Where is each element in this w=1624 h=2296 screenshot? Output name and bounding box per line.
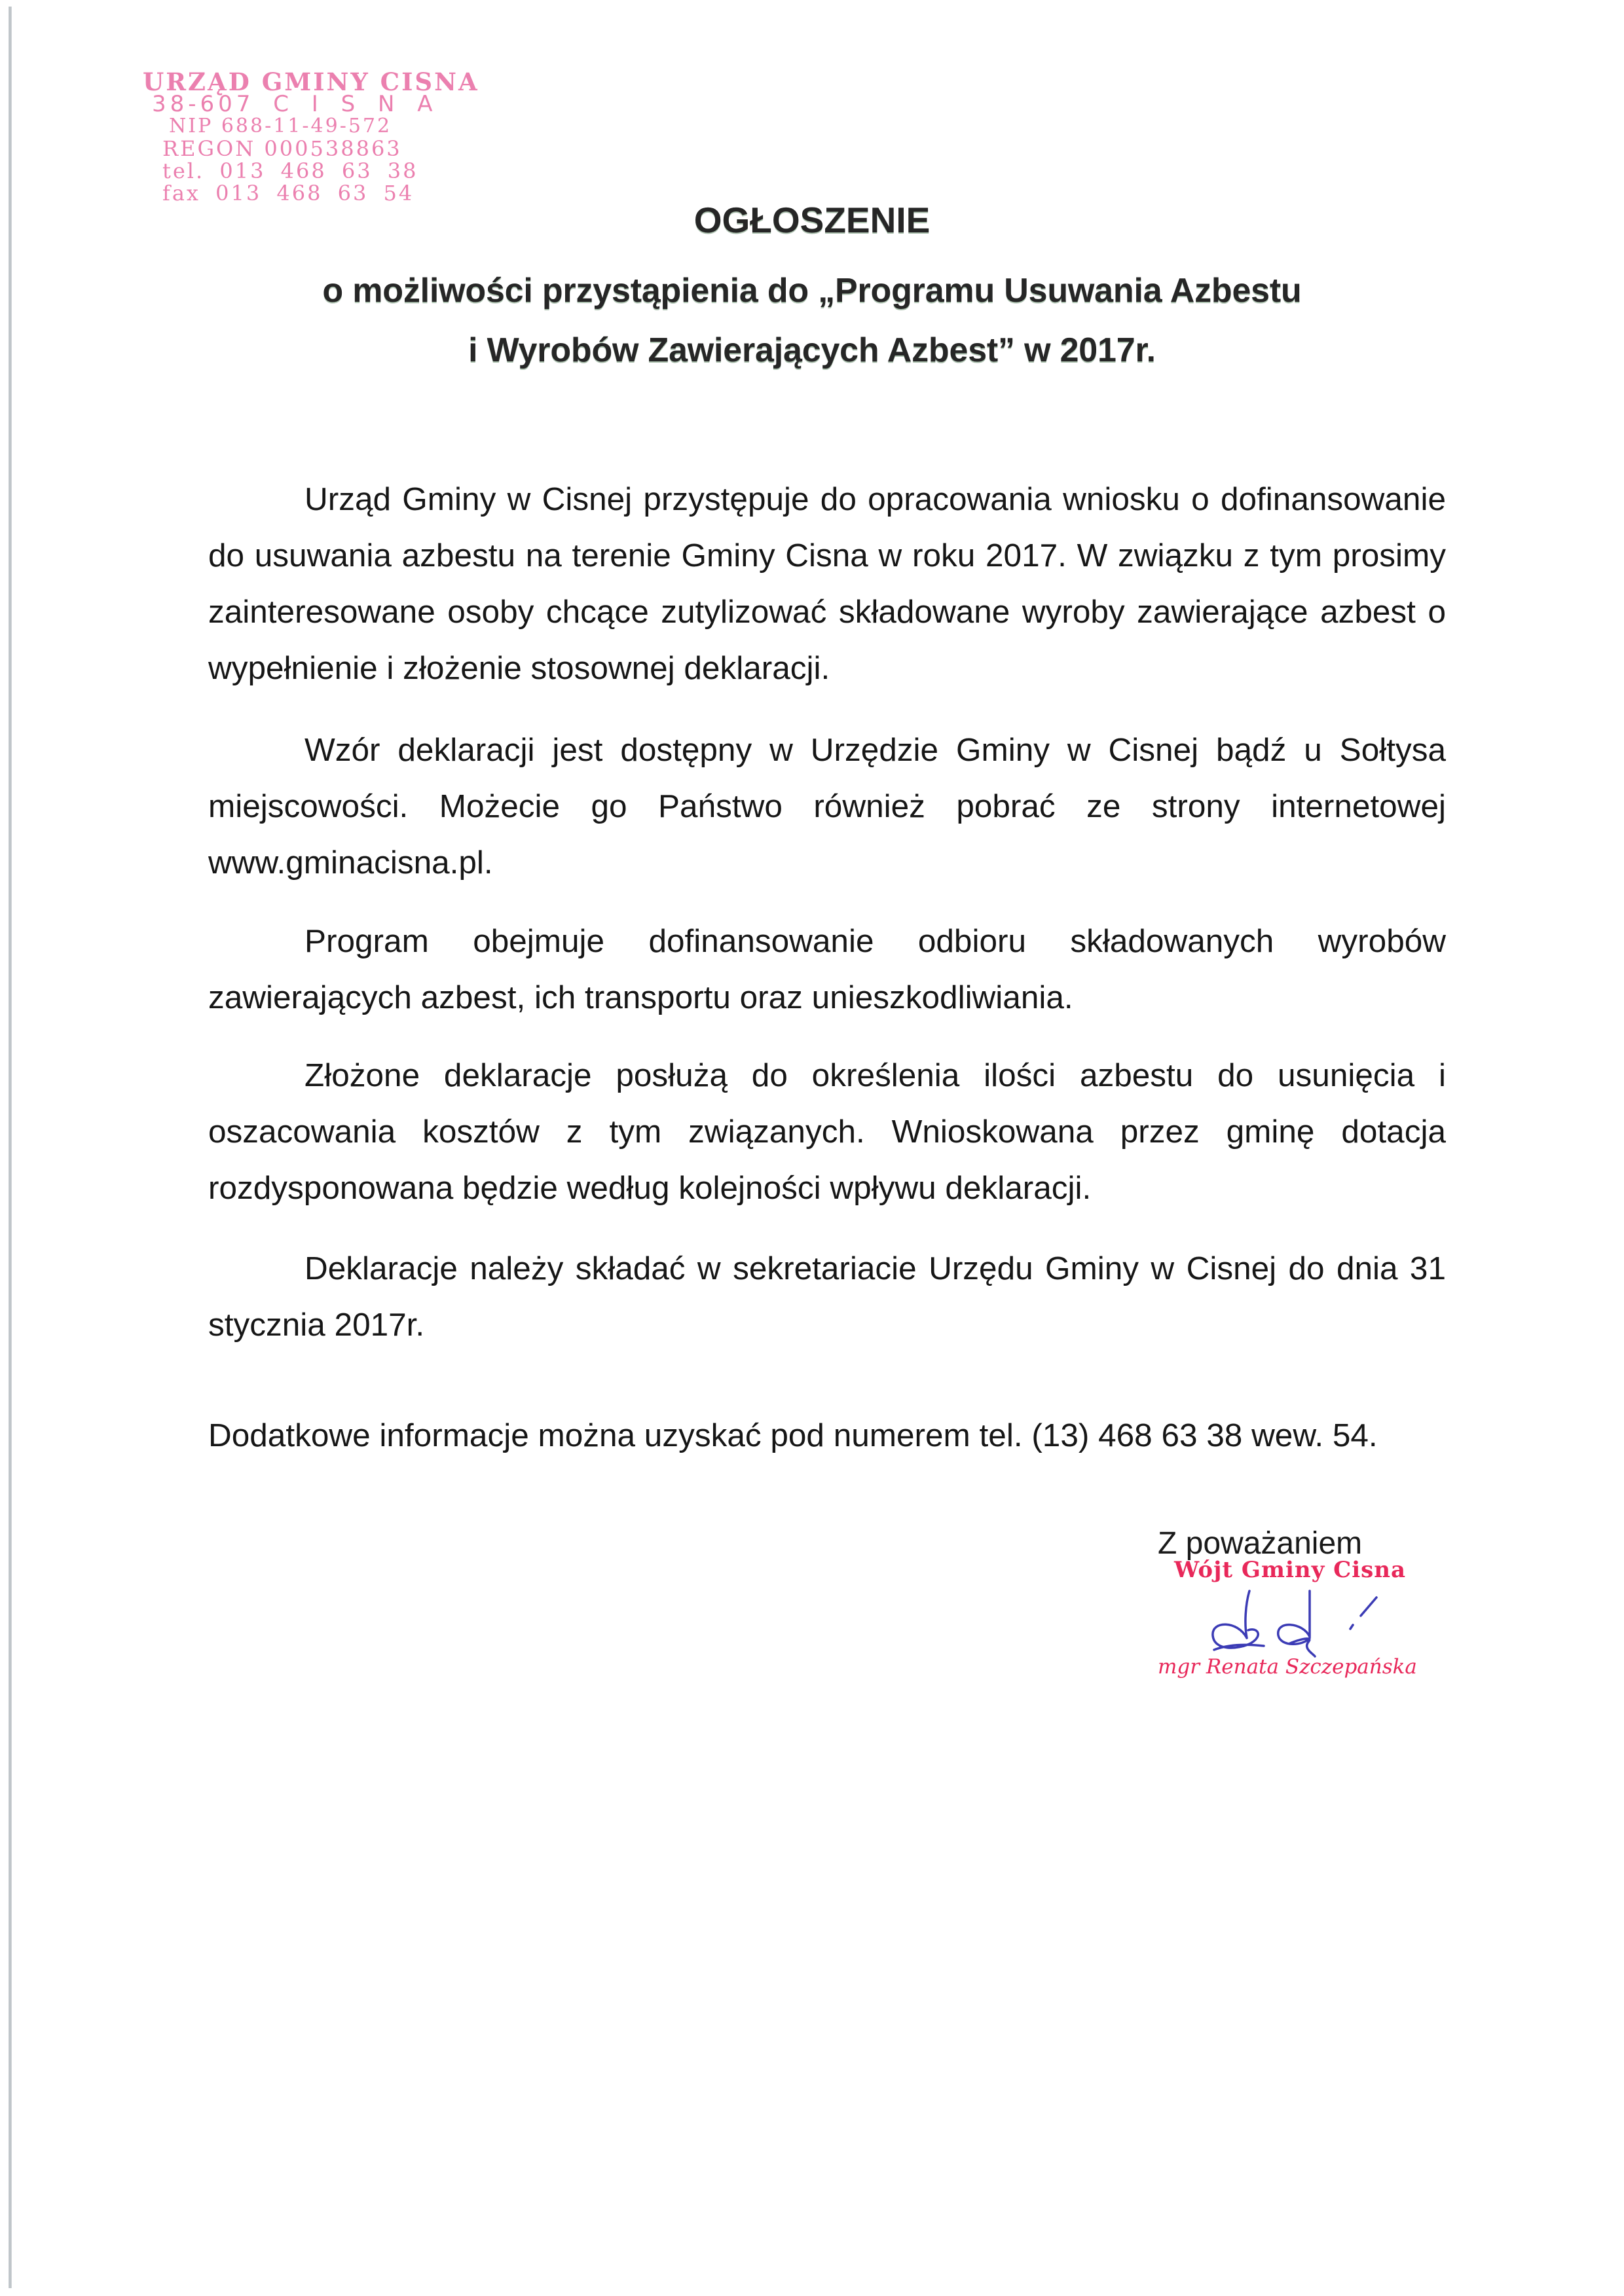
paragraph-intro: Urząd Gminy w Cisnej przystępuje do opracowania wniosku o dofinansowanie do usuwania azbestu na terenie Gminy Cisna w roku 2017. W związku z tym prosimy zainteresowane osoby chcące zutylizować składowane wyroby zawierające azbest o wypełnienie i złożenie stosownej deklaracji. xyxy=(208,481,1446,686)
handwritten-signature-icon xyxy=(1205,1565,1414,1663)
paragraph-declarations-purpose: Złożone deklaracje posłużą do określenia ilości azbestu do usunięcia i oszacowania kosztów z tym związanych. Wnioskowana przez gminę dotacja rozdysponowana będzie według kolejności wpływu deklaracji. xyxy=(208,1057,1446,1206)
stamp-office-name: URZĄD GMINY CISNA xyxy=(143,67,479,96)
paragraph-deadline: Deklaracje należy składać w sekretariacie Urzędu Gminy w Cisnej do dnia 31 stycznia 2017r. xyxy=(208,1250,1446,1343)
stamp-phone: tel. 013 468 63 38 xyxy=(162,158,418,183)
signature-stroke-3 xyxy=(1350,1597,1376,1629)
stamp-regon: REGON 000538863 xyxy=(162,136,402,161)
stamp-postal-address: 38-607 C I S N A xyxy=(152,91,437,117)
stamp-nip: NIP 688-11-49-572 xyxy=(169,115,392,137)
document-subtitle-line-1: o możliwości przystąpienia do „Programu Usuwania Azbestu xyxy=(322,272,1302,310)
paragraph-program-scope: Program obejmuje dofinansowanie odbioru składowanych wyrobów zawierających azbest, ich transportu oraz unieszkodliwiania. xyxy=(208,923,1446,1015)
paragraph-declaration-form: Wzór deklaracji jest dostępny w Urzędzie Gminy w Cisnej bądź u Sołtysa miejscowości. Możecie go Państwo również pobrać ze strony internetowej www.gminacisna.pl. xyxy=(208,732,1446,881)
office-stamp xyxy=(143,67,509,206)
mayor-stamp: Wójt Gminy Cisna xyxy=(1174,1557,1407,1583)
document-subtitle-line-2: i Wyrobów Zawierających Azbest” w 2017r. xyxy=(468,331,1156,369)
signature-stroke-1 xyxy=(1213,1591,1264,1650)
stamp-fax: fax 013 468 63 54 xyxy=(162,181,415,206)
signer-name: mgr Renata Szczepańska xyxy=(1158,1655,1417,1679)
closing-salutation: Z poważaniem xyxy=(1158,1526,1363,1561)
document-title: OGŁOSZENIE xyxy=(693,200,931,240)
signature-stroke-2 xyxy=(1278,1591,1315,1656)
contact-info: Dodatkowe informacje można uzyskać pod numerem tel. (13) 468 63 38 wew. 54. xyxy=(208,1417,1378,1453)
